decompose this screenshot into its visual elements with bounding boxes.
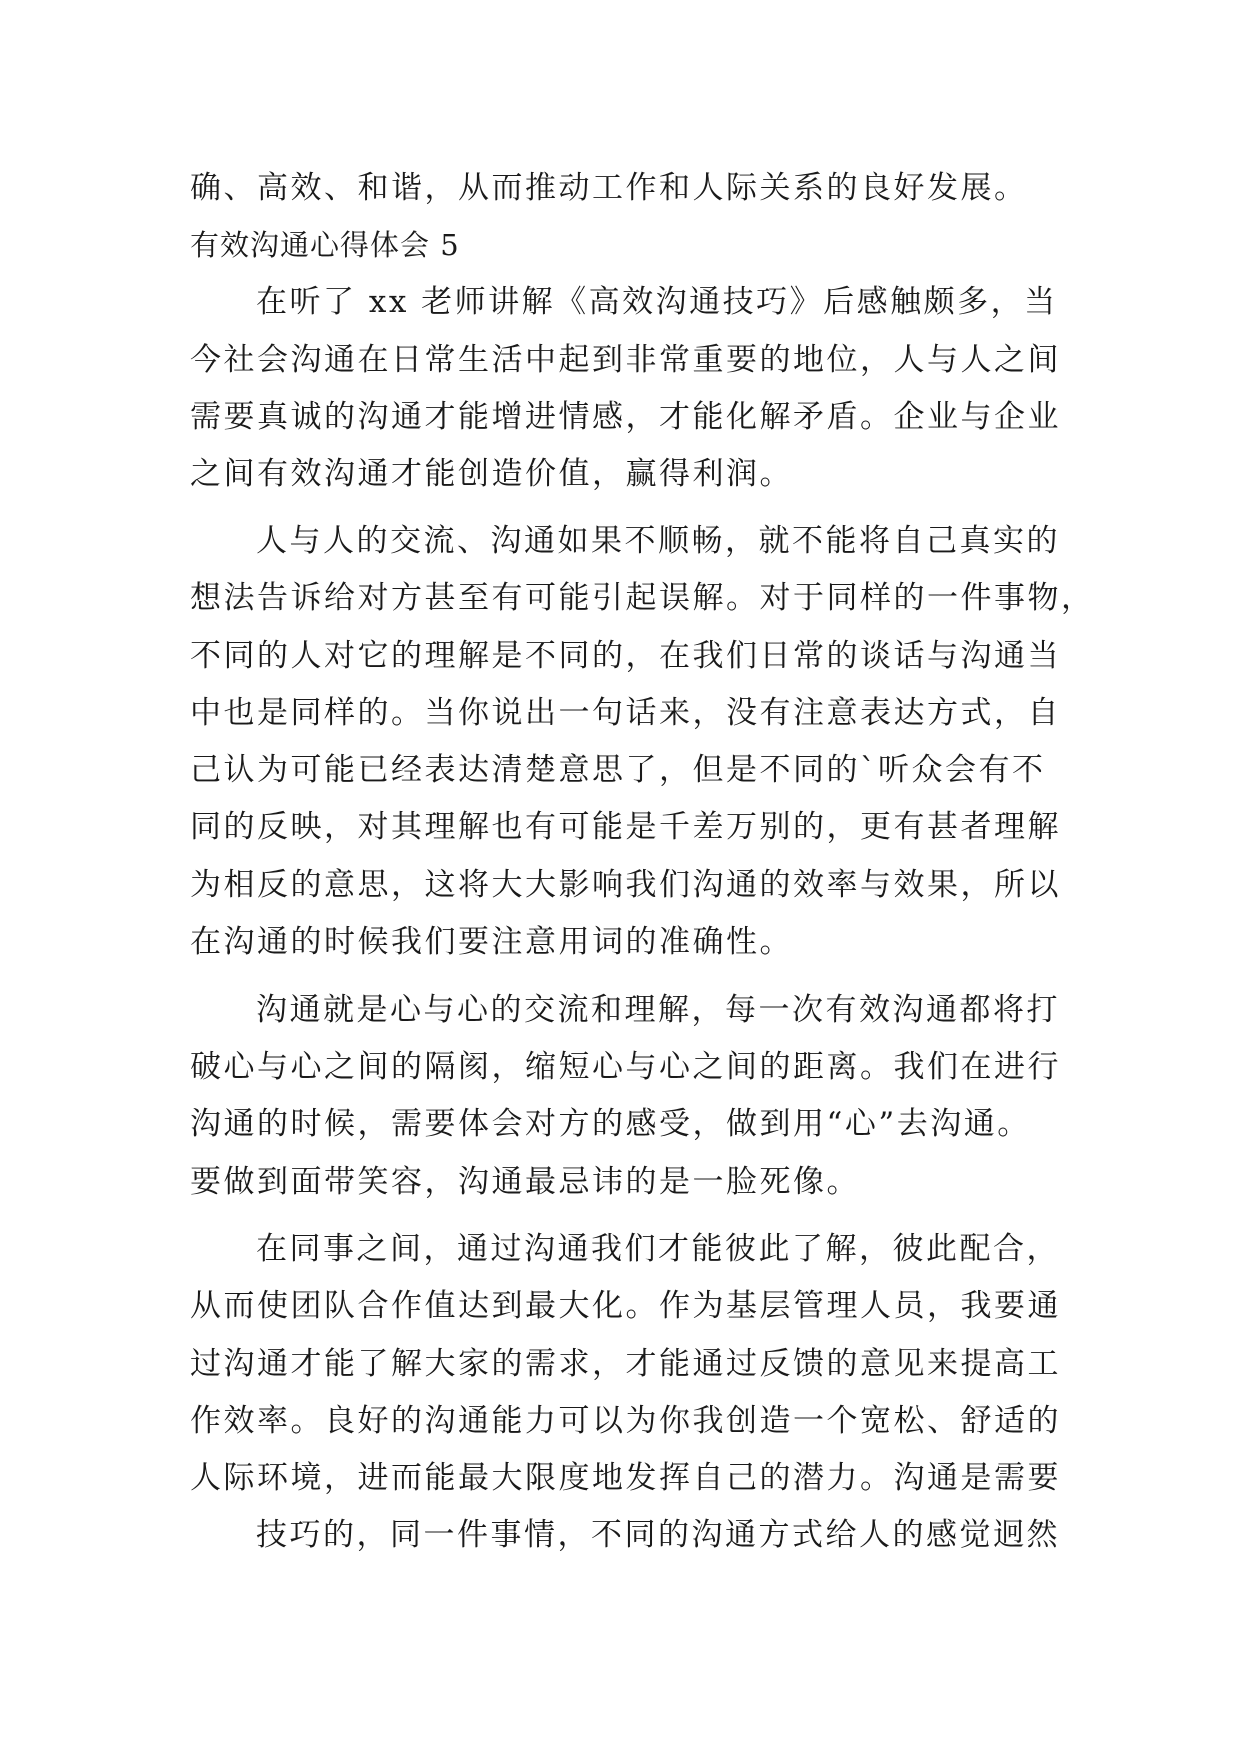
paragraph-line: 今社会沟通在日常生活中起到非常重要的地位，人与人之间 <box>190 342 1061 378</box>
paragraph-line: 人与人的交流、沟通如果不顺畅，就不能将自己真实的 <box>256 523 1060 559</box>
paragraph-line: 在听了 xx 老师讲解《高效沟通技巧》后感触颇多，当 <box>256 284 1058 320</box>
paragraph-line: 己认为可能已经表达清楚意思了，但是不同的`听众会有不 <box>190 752 1046 788</box>
paragraph-line: 不同的人对它的理解是不同的，在我们日常的谈话与沟通当 <box>190 638 1061 674</box>
paragraph-line: 人际环境，进而能最大限度地发挥自己的潜力。沟通是需要 <box>190 1460 1061 1496</box>
paragraph-line: 从而使团队合作值达到最大化。作为基层管理人员，我要通 <box>190 1288 1061 1324</box>
paragraph-line: 之间有效沟通才能创造价值，赢得利润。 <box>190 456 793 492</box>
paragraph-line: 需要真诚的沟通才能增进情感，才能化解矛盾。企业与企业 <box>190 399 1061 435</box>
paragraph-line: 沟通的时候，需要体会对方的感受，做到用“心”去沟通。 <box>190 1106 1031 1142</box>
paragraph-line: 在沟通的时候我们要注意用词的准确性。 <box>190 924 793 960</box>
paragraph-line: 作效率。良好的沟通能力可以为你我创造一个宽松、舒适的 <box>190 1403 1061 1439</box>
paragraph-line: 想法告诉给对方甚至有可能引起误解。对于同样的一件事物， <box>190 580 1095 616</box>
paragraph-line: 技巧的，同一件事情，不同的沟通方式给人的感觉迥然 <box>256 1517 1060 1553</box>
section-title: 有效沟通心得体会 5 <box>190 228 460 262</box>
paragraph-line: 在同事之间，通过沟通我们才能彼此了解，彼此配合， <box>256 1231 1060 1267</box>
paragraph-line: 沟通就是心与心的交流和理解，每一次有效沟通都将打 <box>256 992 1060 1028</box>
paragraph-line: 破心与心之间的隔阂，缩短心与心之间的距离。我们在进行 <box>190 1049 1061 1085</box>
paragraph-line: 要做到面带笑容，沟通最忌讳的是一脸死像。 <box>190 1164 860 1200</box>
paragraph-line: 为相反的意思，这将大大影响我们沟通的效率与效果，所以 <box>190 867 1061 903</box>
paragraph-line: 过沟通才能了解大家的需求，才能通过反馈的意见来提高工 <box>190 1346 1061 1382</box>
paragraph-line: 中也是同样的。当你说出一句话来，没有注意表达方式，自 <box>190 695 1061 731</box>
paragraph-line: 确、高效、和谐，从而推动工作和人际关系的良好发展。 <box>190 170 1028 206</box>
paragraph-line: 同的反映，对其理解也有可能是千差万别的，更有甚者理解 <box>190 809 1061 845</box>
